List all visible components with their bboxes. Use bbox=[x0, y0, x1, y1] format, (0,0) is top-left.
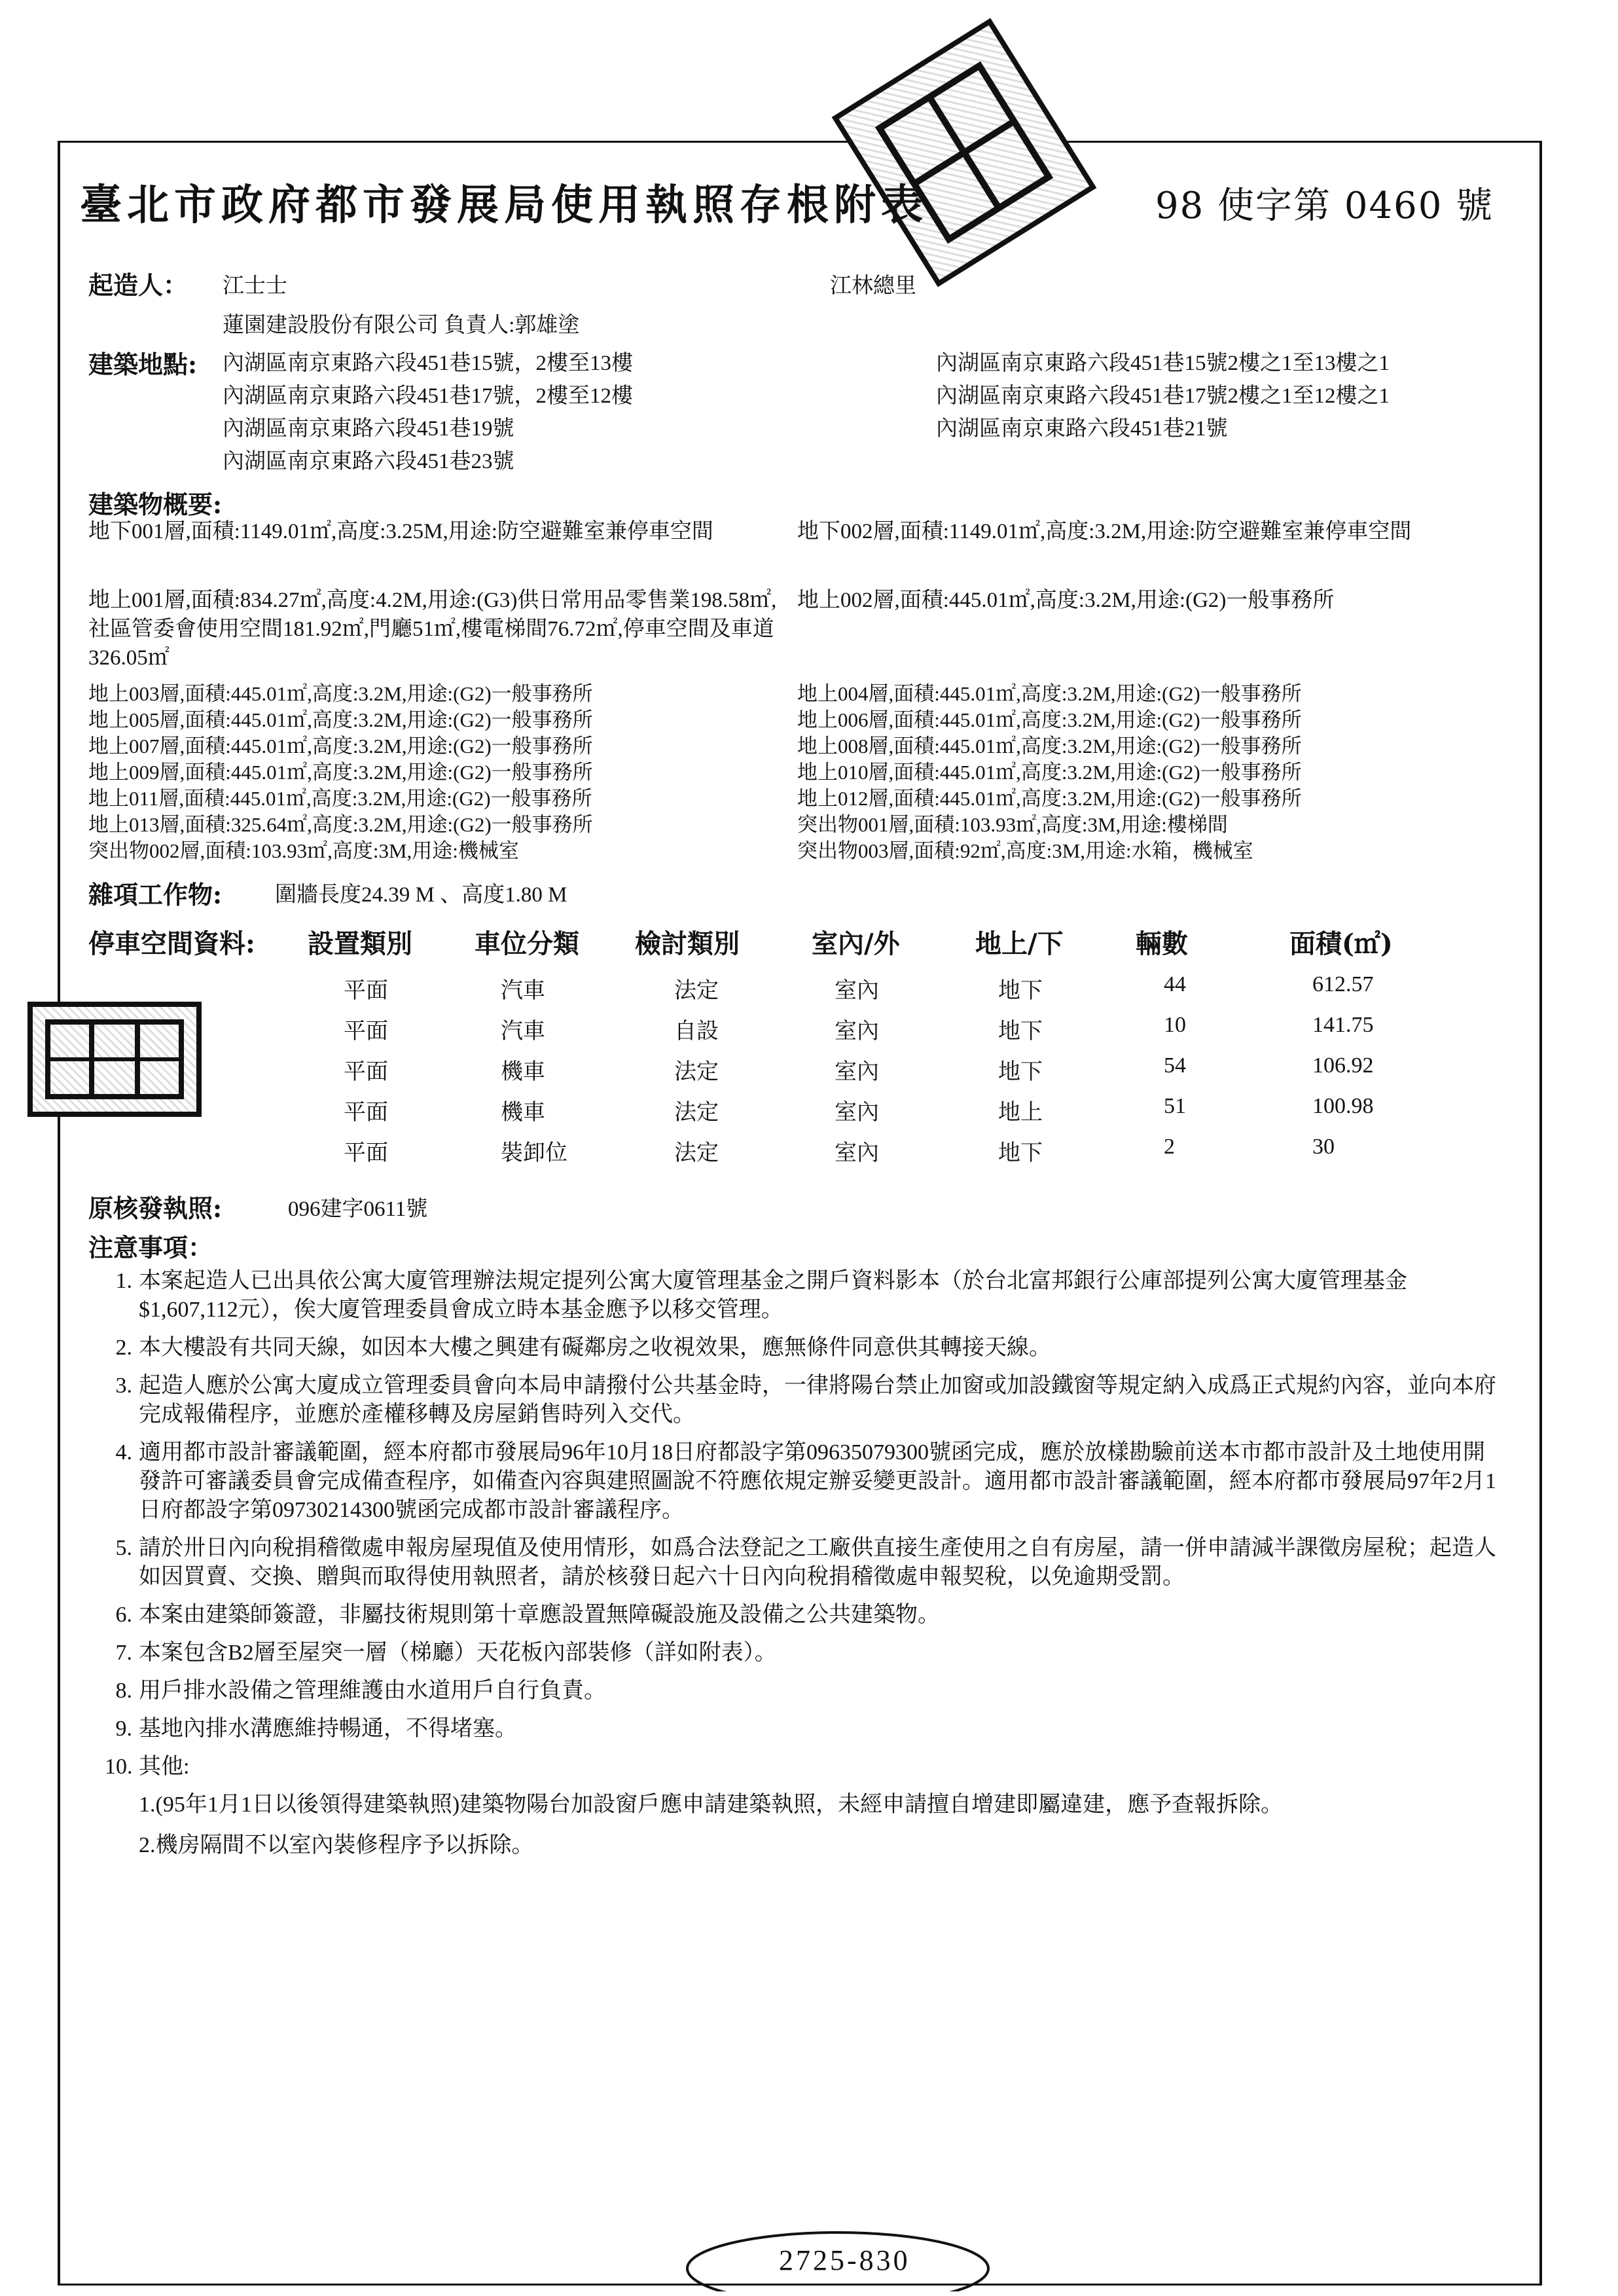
table-cell: 地下 bbox=[998, 1141, 1043, 1165]
note-text: 起造人應於公寓大廈成立管理委員會向本局申請撥付公共基金時，一律將陽台禁止加窗或加設鐵窗等規定納入成爲正式規約內容，並向本府完成報備程序，並應於產權移轉及房屋銷售時列入交代。 bbox=[139, 1374, 1496, 1427]
note-number: 5. bbox=[115, 1536, 132, 1560]
floor-row: 地上010層,面積:445.01㎡,高度:3.2M,用途:(G2)一般事務所 bbox=[797, 761, 1302, 784]
list-item bbox=[105, 1372, 1512, 1429]
table-cell: 地下 bbox=[998, 979, 1043, 1003]
floor-row: 地上006層,面積:445.01㎡,高度:3.2M,用途:(G2)一般事務所 bbox=[797, 708, 1302, 731]
table-cell: 地下 bbox=[998, 1060, 1043, 1084]
table-cell: 平面 bbox=[344, 1101, 388, 1125]
table-cell: 法定 bbox=[674, 979, 719, 1003]
table-cell: 地下 bbox=[998, 1019, 1043, 1044]
parking-rows bbox=[0, 972, 1618, 1175]
table-cell: 141.75 bbox=[1312, 1013, 1374, 1037]
note-text: 本案起造人已出具依公寓大廈管理辦法規定提列公寓大廈管理基金之開戶資料影本（於台北富邦銀行公庫部提列公寓大廈管理基金$1,607,112元），俟大廈管理委員會成立時本基金應予以移交管理。 bbox=[139, 1269, 1407, 1322]
floor-row: 地上008層,面積:445.01㎡,高度:3.2M,用途:(G2)一般事務所 bbox=[797, 735, 1302, 757]
parking-header: 輛數 bbox=[1136, 928, 1188, 959]
site-left-item: 內湖區南京東路六段451巷23號 bbox=[223, 450, 514, 473]
parking-header: 檢討類別 bbox=[635, 928, 740, 959]
table-cell: 裝卸位 bbox=[501, 1141, 567, 1165]
floor-row: 突出物003層,面積:92㎡,高度:3M,用途:水箱，機械室 bbox=[797, 839, 1253, 862]
notes-label: 注意事項： bbox=[88, 1233, 213, 1262]
table-cell: 平面 bbox=[344, 1141, 388, 1165]
list-item bbox=[105, 1601, 1512, 1630]
permit-number: 98 使字第 0460 號 bbox=[1155, 185, 1494, 227]
note-number: 2. bbox=[115, 1336, 132, 1360]
list-item bbox=[105, 1715, 1512, 1743]
notes-list bbox=[105, 1267, 1512, 1860]
list-item bbox=[105, 1677, 1512, 1705]
original-permit-value: 096建字0611號 bbox=[288, 1197, 428, 1221]
table-cell: 44 bbox=[1164, 972, 1186, 996]
table-row bbox=[0, 1094, 1618, 1135]
builder-name-2: 江林總里 bbox=[830, 274, 916, 298]
site-left-list bbox=[223, 347, 633, 478]
table-cell: 51 bbox=[1164, 1094, 1186, 1118]
stamp-number: 2725-830 bbox=[779, 2244, 910, 2276]
floor-row: 地上007層,面積:445.01㎡,高度:3.2M,用途:(G2)一般事務所 bbox=[88, 735, 593, 757]
floor-row: 地上013層,面積:325.64㎡,高度:3.2M,用途:(G2)一般事務所 bbox=[88, 813, 593, 836]
site-left-item: 內湖區南京東路六段451巷17號，2樓至12樓 bbox=[223, 384, 633, 408]
note-text: 本大樓設有共同天線，如因本大樓之興建有礙鄰房之收視效果，應無條件同意供其轉接天線。 bbox=[139, 1336, 1051, 1360]
note-text: 其他: bbox=[139, 1755, 190, 1779]
table-cell: 30 bbox=[1312, 1135, 1335, 1159]
table-cell: 100.98 bbox=[1312, 1094, 1374, 1118]
floor-b1: 地下001層,面積:1149.01㎡,高度:3.25M,用途:防空避難室兼停車空間 bbox=[88, 520, 713, 543]
table-cell: 106.92 bbox=[1312, 1053, 1374, 1078]
table-cell: 612.57 bbox=[1312, 972, 1374, 996]
list-item bbox=[105, 1438, 1512, 1525]
parking-header: 設置類別 bbox=[308, 928, 412, 959]
floor-row: 地上003層,面積:445.01㎡,高度:3.2M,用途:(G2)一般事務所 bbox=[88, 682, 593, 705]
note-text: 本案由建築師簽證，非屬技術規則第十章應設置無障礙設施及設備之公共建築物。 bbox=[139, 1603, 940, 1627]
floor-row: 地上011層,面積:445.01㎡,高度:3.2M,用途:(G2)一般事務所 bbox=[88, 787, 592, 810]
document-title: 臺北市政府都市發展局使用執照存根附表 bbox=[80, 181, 928, 230]
table-cell: 汽車 bbox=[501, 979, 545, 1003]
table-cell: 平面 bbox=[344, 1019, 388, 1044]
table-cell: 54 bbox=[1164, 1053, 1186, 1078]
other-text: 1.(95年1月1日以後領得建築執照)建築物陽台加設窗戶應申請建築執照，未經申請擅自增建即屬違建，應予查報拆除。 bbox=[139, 1793, 1284, 1817]
table-cell: 平面 bbox=[344, 979, 388, 1003]
misc-work-value: 圍牆長度24.39 M 、高度1.80 M bbox=[275, 883, 567, 907]
builder-company: 蓮園建設股份有限公司 負責人:郭雄塗 bbox=[223, 314, 580, 337]
note-number: 1. bbox=[115, 1269, 132, 1293]
list-item bbox=[105, 1753, 1512, 1781]
site-right-item: 內湖區南京東路六段451巷17號2樓之1至12樓之1 bbox=[936, 384, 1390, 408]
list-item bbox=[105, 1534, 1512, 1592]
list-item bbox=[105, 1334, 1512, 1362]
note-number: 8. bbox=[115, 1679, 132, 1703]
table-cell: 室內 bbox=[835, 1101, 879, 1125]
parking-header: 車位分類 bbox=[475, 928, 579, 959]
table-cell: 自設 bbox=[674, 1019, 719, 1044]
table-cell: 地上 bbox=[998, 1101, 1043, 1125]
floor-2f: 地上002層,面積:445.01㎡,高度:3.2M,用途:(G2)一般事務所 bbox=[797, 589, 1335, 612]
table-cell: 室內 bbox=[835, 979, 879, 1003]
note-number: 7. bbox=[115, 1641, 132, 1665]
site-right-item: 內湖區南京東路六段451巷21號 bbox=[936, 417, 1228, 441]
table-cell: 法定 bbox=[674, 1101, 719, 1125]
other-text: 2.機房隔間不以室內裝修程序予以拆除。 bbox=[139, 1833, 534, 1857]
builder-label: 起造人： bbox=[88, 270, 189, 300]
table-cell: 機車 bbox=[501, 1101, 545, 1125]
table-cell: 機車 bbox=[501, 1060, 545, 1084]
table-cell: 法定 bbox=[674, 1060, 719, 1084]
table-cell: 汽車 bbox=[501, 1019, 545, 1044]
note-number: 10. bbox=[105, 1755, 133, 1779]
table-cell: 室內 bbox=[835, 1141, 879, 1165]
table-cell: 室內 bbox=[835, 1060, 879, 1084]
original-permit-label: 原核發執照: bbox=[88, 1194, 223, 1223]
note-text: 請於卅日內向稅捐稽徵處申報房屋現值及使用情形，如爲合法登記之工廠供直接生產使用之自有房屋，請一併申請減半課徵房屋稅；起造人如因買賣、交換、贈與而取得使用執照者，請於核發日起六十日內向稅捐稽徵處申報契稅，以免逾期受罰。 bbox=[139, 1536, 1496, 1589]
parking-header: 地上/下 bbox=[975, 928, 1064, 959]
site-left-item: 內湖區南京東路六段451巷15號，2樓至13樓 bbox=[223, 352, 633, 375]
floor-row: 地上004層,面積:445.01㎡,高度:3.2M,用途:(G2)一般事務所 bbox=[797, 682, 1302, 705]
list-item bbox=[105, 1267, 1512, 1324]
table-row bbox=[0, 1135, 1618, 1175]
floor-b2: 地下002層,面積:1149.01㎡,高度:3.2M,用途:防空避難室兼停車空間 bbox=[797, 520, 1412, 543]
parking-header: 面積(㎡) bbox=[1289, 928, 1393, 959]
note-text: 本案包含B2層至屋突一層（梯廳）天花板內部裝修（詳如附表）。 bbox=[139, 1641, 777, 1665]
table-cell: 10 bbox=[1164, 1013, 1186, 1037]
table-row bbox=[0, 1053, 1618, 1094]
floor-row: 突出物002層,面積:103.93㎡,高度:3M,用途:機械室 bbox=[88, 839, 519, 862]
note-number: 9. bbox=[115, 1717, 132, 1741]
table-cell: 室內 bbox=[835, 1019, 879, 1044]
builder-name-1: 江士士 bbox=[223, 274, 287, 298]
table-cell: 法定 bbox=[674, 1141, 719, 1165]
parking-header: 室內/外 bbox=[812, 928, 900, 959]
note-text: 用戶排水設備之管理維護由水道用戶自行負責。 bbox=[139, 1679, 606, 1703]
other-item bbox=[105, 1791, 1512, 1819]
table-row bbox=[0, 1013, 1618, 1053]
note-text: 適用都市設計審議範圍，經本府都市發展局96年10月18日府都設字第09635079300號函完成，應於放樣勘驗前送本市都市設計及土地使用開發許可審議委員會完成備查程序，如備查內容與建照圖說不符應依規定辦妥變更設計。適用都市設計審議範圍，經本府都市發展局97年2月1日府都設字第09730214300號函完成都市設計審議程序。 bbox=[139, 1440, 1496, 1522]
misc-work-label: 雜項工作物: bbox=[88, 880, 223, 909]
bottom-number-stamp bbox=[681, 2229, 995, 2291]
parking-label: 停車空間資料: bbox=[88, 928, 255, 959]
side-seal-stamp bbox=[27, 1002, 202, 1117]
floor-row: 地上009層,面積:445.01㎡,高度:3.2M,用途:(G2)一般事務所 bbox=[88, 761, 593, 784]
site-right-item: 內湖區南京東路六段451巷15號2樓之1至13樓之1 bbox=[936, 352, 1390, 375]
floor-row: 地上005層,面積:445.01㎡,高度:3.2M,用途:(G2)一般事務所 bbox=[88, 708, 593, 731]
overview-label: 建築物概要: bbox=[88, 490, 223, 519]
floor-right-list bbox=[797, 681, 1302, 864]
seal-pattern-icon bbox=[43, 1017, 187, 1102]
list-item bbox=[105, 1639, 1512, 1667]
table-row bbox=[0, 972, 1618, 1013]
floor-1f: 地上001層,面積:834.27㎡,高度:4.2M,用途:(G3)供日常用品零售業198.58㎡,社區管委會使用空間181.92㎡,門廳51㎡,樓電梯間76.72㎡,停車空間及車道326.05㎡ bbox=[88, 589, 777, 670]
note-number: 3. bbox=[115, 1374, 132, 1398]
site-left-item: 內湖區南京東路六段451巷19號 bbox=[223, 417, 514, 441]
floor-row: 地上012層,面積:445.01㎡,高度:3.2M,用途:(G2)一般事務所 bbox=[797, 787, 1302, 810]
site-right-list bbox=[936, 347, 1390, 445]
site-label: 建築地點: bbox=[88, 350, 198, 379]
note-number: 6. bbox=[115, 1603, 132, 1627]
other-item bbox=[105, 1831, 1512, 1860]
floor-left-list bbox=[88, 681, 593, 864]
table-cell: 2 bbox=[1164, 1135, 1175, 1159]
note-number: 4. bbox=[115, 1440, 132, 1465]
floor-row: 突出物001層,面積:103.93㎡,高度:3M,用途:樓梯間 bbox=[797, 813, 1228, 836]
table-cell: 平面 bbox=[344, 1060, 388, 1084]
note-text: 基地內排水溝應維持暢通，不得堵塞。 bbox=[139, 1717, 517, 1741]
